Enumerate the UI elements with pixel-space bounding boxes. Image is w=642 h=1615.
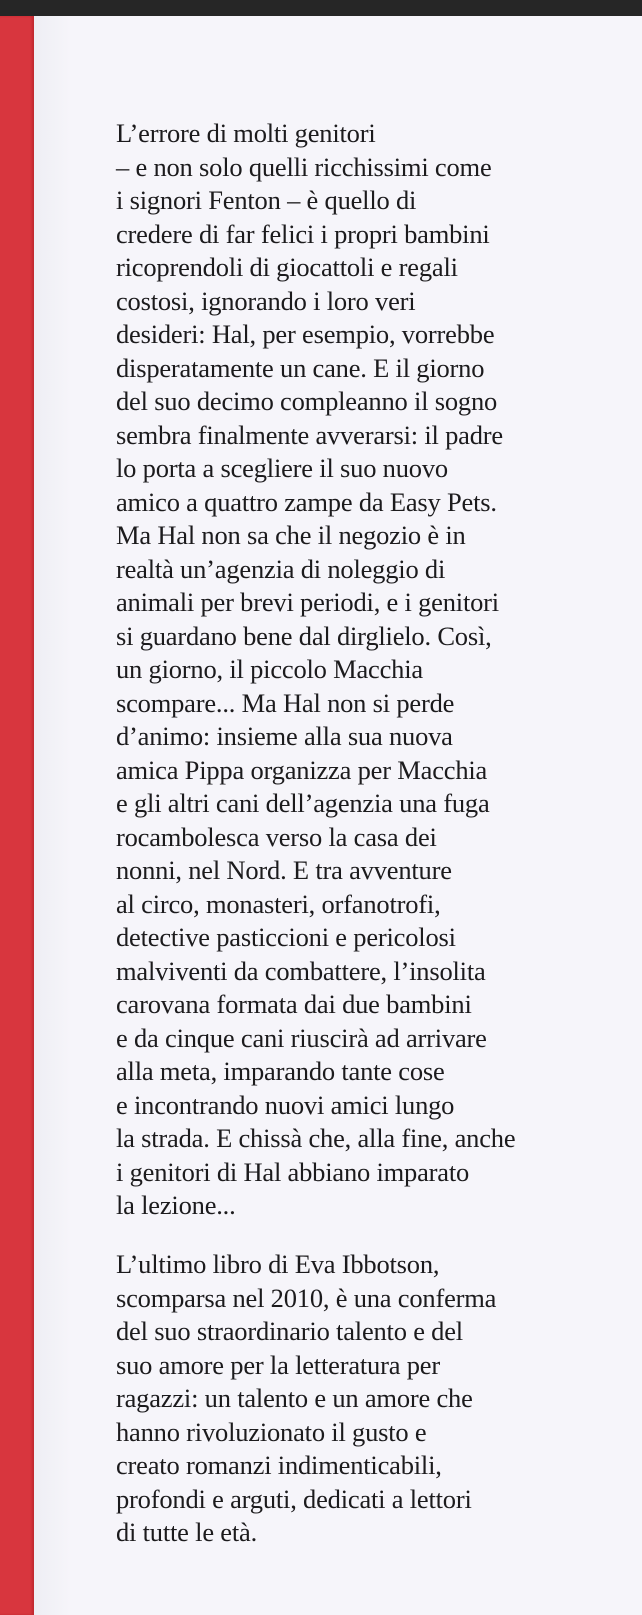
- text-line: ricoprendoli di giocattoli e regali: [116, 252, 458, 282]
- text-line: i signori Fenton – è quello di: [116, 185, 417, 215]
- text-line: del suo straordinario talento e del: [116, 1316, 463, 1346]
- text-line: e incontrando nuovi amici lungo: [116, 1089, 455, 1120]
- text-line: animali per brevi periodi, e i genitori: [116, 587, 499, 617]
- text-line: lo porta a scegliere il suo nuovo: [116, 453, 448, 483]
- text-line: d’animo: insieme alla sua nuova: [116, 721, 453, 751]
- text-line: scomparsa nel 2010, è una conferma: [116, 1282, 497, 1313]
- text-line: scompare... Ma Hal non si perde: [116, 687, 455, 718]
- text-line: disperatamente un cane. E il giorno: [116, 352, 485, 383]
- text-line: un giorno, il piccolo Macchia: [116, 654, 423, 684]
- text-line: carovana formata dai due bambini: [116, 989, 472, 1019]
- text-line: credere di far felici i propri bambini: [116, 218, 490, 249]
- text-line: alla meta, imparando tante cose: [116, 1056, 445, 1086]
- text-line: nonni, nel Nord. E tra avventure: [116, 855, 452, 885]
- text-line: rocambolesca verso la casa dei: [116, 821, 437, 852]
- top-dark-edge: [0, 0, 642, 16]
- text-line: amica Pippa organizza per Macchia: [116, 754, 488, 785]
- synopsis-paragraph: [116, 117, 596, 1223]
- text-line: sembra finalmente avverarsi: il padre: [116, 419, 503, 450]
- text-line: malviventi da combattere, l’insolita: [116, 955, 486, 986]
- text-line: L’errore di molti genitori: [116, 118, 376, 148]
- text-line: ragazzi: un talento e un amore che: [116, 1383, 473, 1413]
- text-line: del suo decimo compleanno il sogno: [116, 386, 498, 416]
- text-line: amico a quattro zampe da Easy Pets.: [116, 486, 497, 517]
- text-line: realtà un’agenzia di noleggio di: [116, 553, 446, 584]
- text-line: e gli altri cani dell’agenzia una fuga: [116, 788, 490, 818]
- text-line: profondi e arguti, dedicati a lettori: [116, 1483, 472, 1514]
- text-line: Ma Hal non sa che il negozio è in: [116, 520, 466, 550]
- text-line: e da cinque cani riuscirà ad arrivare: [116, 1022, 487, 1053]
- text-line: costosi, ignorando i loro veri: [116, 285, 416, 316]
- text-line: la strada. E chissà che, alla fine, anche: [116, 1123, 516, 1153]
- text-line: – e non solo quelli ricchissimi come: [116, 151, 492, 182]
- text-line: si guardano bene dal dirglielo. Così,: [116, 620, 492, 651]
- text-line: la lezione...: [116, 1190, 236, 1220]
- author-note-paragraph: [116, 1248, 596, 1550]
- red-spine-band: [0, 16, 34, 1615]
- text-line: detective pasticcioni e pericolosi: [116, 922, 456, 952]
- text-line: L’ultimo libro di Eva Ibbotson,: [116, 1249, 440, 1279]
- text-line: suo amore per la letteratura per: [116, 1349, 440, 1380]
- text-line: i genitori di Hal abbiano imparato: [116, 1156, 470, 1187]
- text-line: di tutte le età.: [116, 1517, 258, 1547]
- text-line: creato romanzi indimenticabili,: [116, 1450, 442, 1480]
- text-line: al circo, monasteri, orfanotrofi,: [116, 888, 441, 919]
- text-line: hanno rivoluzionato il gusto e: [116, 1416, 427, 1447]
- text-line: desideri: Hal, per esempio, vorrebbe: [116, 319, 495, 349]
